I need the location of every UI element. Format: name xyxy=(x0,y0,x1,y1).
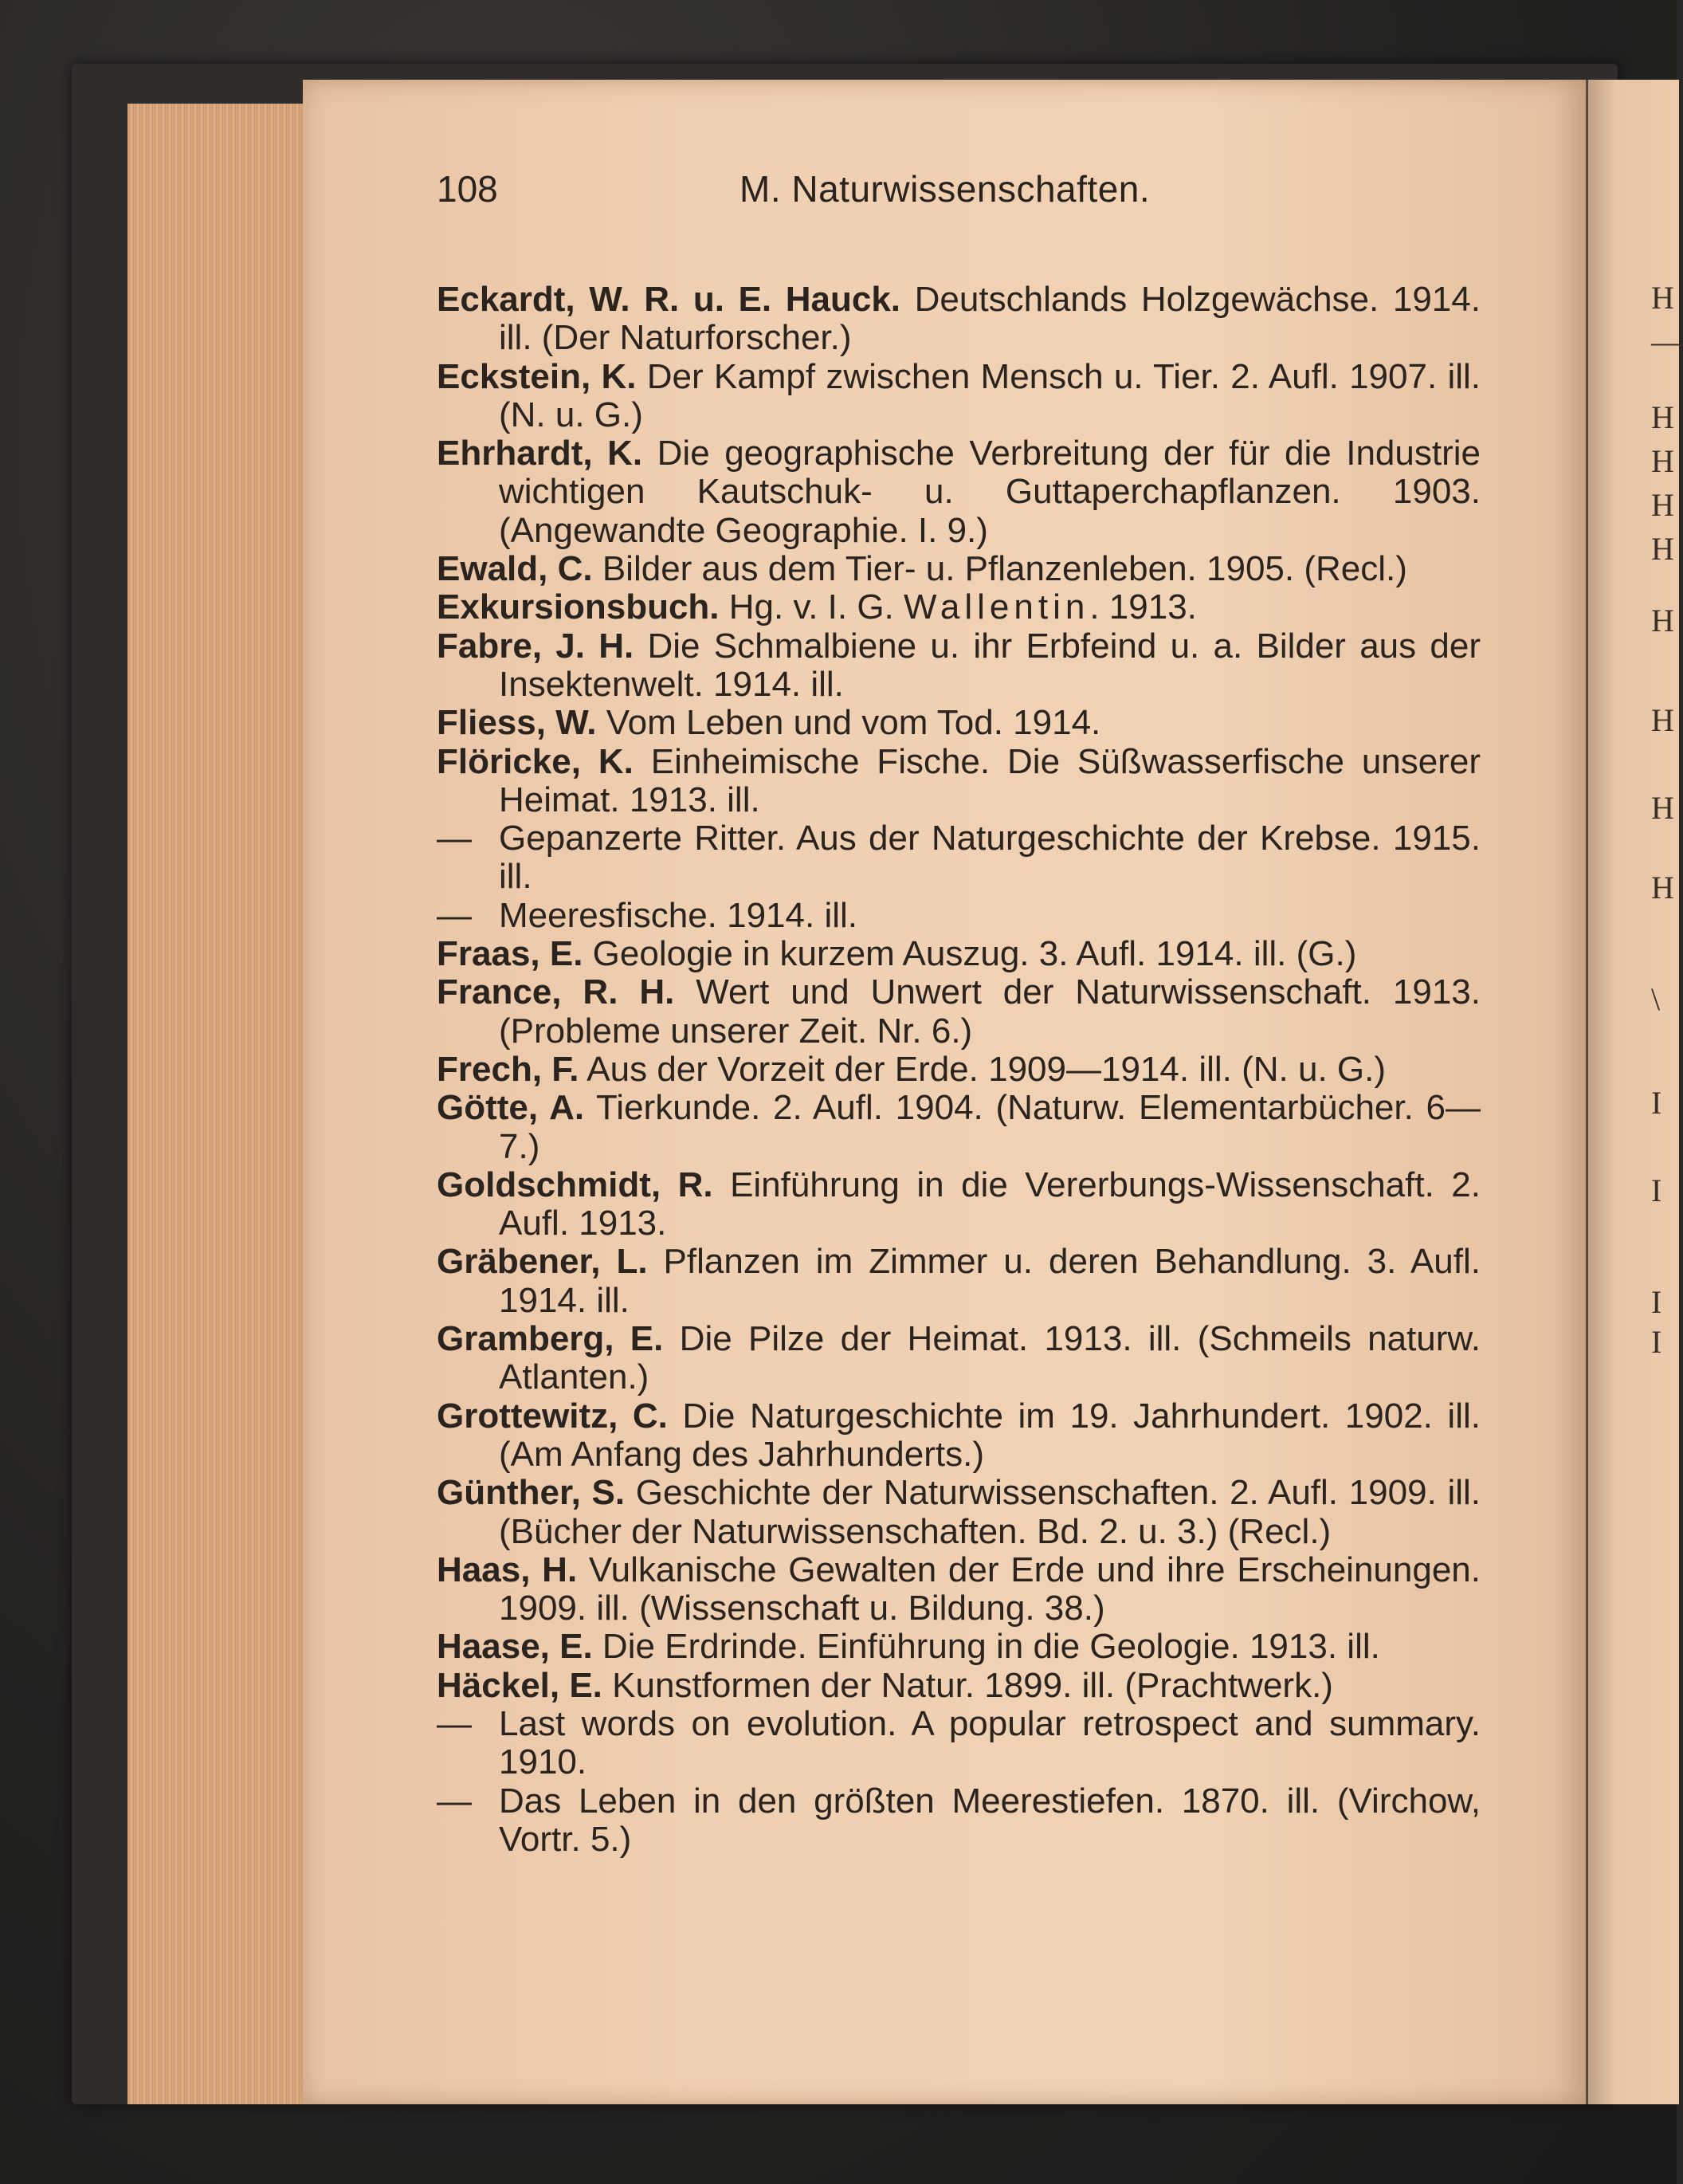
bibliography-entry xyxy=(437,704,1481,742)
entry-text: Vulkanische Gewalten der Erde und ihre Erscheinungen. 1909. ill. (Wissenschaft u. Bildung. 38.) xyxy=(499,1550,1481,1628)
entry-author: Götte, A. xyxy=(437,1088,585,1128)
bibliography-entry xyxy=(437,1397,1481,1475)
bibliography-entry xyxy=(437,281,1481,358)
facing-letter: H xyxy=(1651,531,1674,567)
facing-page-edge xyxy=(1586,80,1679,2104)
bibliography-entry xyxy=(437,935,1481,973)
ditto-dash: — xyxy=(437,819,472,858)
bibliography-entry xyxy=(437,1628,1481,1666)
entry-text: Aus der Vorzeit der Erde. 1909—1914. ill. (N. u. G.) xyxy=(579,1049,1386,1089)
entry-text-tail: . 1913. xyxy=(1089,587,1197,627)
entry-text: Die Erdrinde. Einführung in die Geologie. 1913. ill. xyxy=(592,1627,1380,1667)
facing-letter: H xyxy=(1651,443,1674,479)
facing-letter: I xyxy=(1651,1324,1662,1360)
entry-author: Eckstein, K. xyxy=(437,356,637,396)
ditto-dash: — xyxy=(437,1703,472,1743)
facing-letter: \ xyxy=(1651,981,1661,1017)
entry-text: Wert und Unwert der Naturwissenschaft. 1913. (Probleme unserer Zeit. Nr. 6.) xyxy=(499,972,1481,1051)
entry-author: Exkursionsbuch. xyxy=(437,587,720,627)
entry-text: Pflanzen im Zimmer u. deren Behandlung. 3. Aufl. 1914. ill. xyxy=(499,1242,1481,1320)
entry-text: Die Naturgeschichte im 19. Jahrhundert. 1902. ill. (Am Anfang des Jahrhunderts.) xyxy=(499,1396,1481,1474)
facing-letter: H xyxy=(1651,487,1674,523)
entry-text: Die Schmalbiene u. ihr Erbfeind u. a. Bilder aus der Insektenwelt. 1914. ill. xyxy=(499,626,1481,704)
facing-letter: H xyxy=(1651,870,1674,905)
entry-text: Tierkunde. 2. Aufl. 1904. (Naturw. Elementarbücher. 6—7.) xyxy=(499,1088,1481,1166)
bibliography-entry xyxy=(437,627,1481,705)
bibliography-entry xyxy=(437,434,1481,550)
entry-text: Kunstformen der Natur. 1899. ill. (Prachtwerk.) xyxy=(602,1665,1333,1705)
entry-text: Gepanzerte Ritter. Aus der Naturgeschichte der Krebse. 1915. ill. xyxy=(499,819,1481,897)
ditto-dash: — xyxy=(437,895,472,935)
bibliography-entry xyxy=(437,1667,1481,1705)
facing-letter: — xyxy=(1651,324,1683,359)
entry-author: Haase, E. xyxy=(437,1627,593,1667)
bibliography-entry xyxy=(437,550,1481,588)
entry-text: Vom Leben und vom Tod. 1914. xyxy=(596,703,1101,743)
ditto-dash: — xyxy=(437,1781,472,1821)
bibliography-list xyxy=(437,281,1481,1859)
facing-letter: H xyxy=(1651,790,1674,826)
entry-text: Meeresfische. 1914. ill. xyxy=(499,895,857,935)
page-edges xyxy=(128,104,311,2104)
entry-author: Grottewitz, C. xyxy=(437,1396,668,1436)
entry-text: Einführung in die Vererbungs-Wissenschaft. 2. Aufl. 1913. xyxy=(499,1165,1481,1243)
bibliography-entry xyxy=(437,358,1481,435)
bibliography-entry xyxy=(437,1166,1481,1243)
entry-text: Hg. v. I. G. xyxy=(719,587,904,627)
bibliography-entry xyxy=(437,1782,1481,1860)
entry-text: Das Leben in den größten Meerestiefen. 1870. ill. (Virchow, Vortr. 5.) xyxy=(499,1781,1481,1859)
entry-author: Günther, S. xyxy=(437,1473,626,1513)
bibliography-entry xyxy=(437,819,1481,897)
entry-editor: Wallentin xyxy=(904,587,1090,627)
entry-author: Fabre, J. H. xyxy=(437,626,634,666)
facing-letter: H xyxy=(1651,603,1674,638)
bibliography-entry xyxy=(437,973,1481,1051)
entry-text: Die Pilze der Heimat. 1913. ill. (Schmeils naturw. Atlanten.) xyxy=(499,1319,1481,1397)
entry-author: Gräbener, L. xyxy=(437,1242,648,1282)
entry-text: Geschichte der Naturwissenschaften. 2. Aufl. 1909. ill. (Bücher der Naturwissenschaften. Bd. 2. u. 3.) (Recl.) xyxy=(499,1473,1481,1551)
entry-author: Gramberg, E. xyxy=(437,1319,664,1359)
entry-text: Bilder aus dem Tier- u. Pflanzenleben. 1905. (Recl.) xyxy=(592,549,1407,589)
bibliography-entry xyxy=(437,897,1481,935)
entry-author: Ewald, C. xyxy=(437,549,593,589)
bibliography-entry xyxy=(437,1089,1481,1166)
running-title: M. Naturwissenschaften. xyxy=(740,168,1151,210)
bibliography-entry xyxy=(437,1551,1481,1628)
bibliography-entry xyxy=(437,588,1481,627)
bibliography-entry xyxy=(437,1705,1481,1782)
facing-letter: H xyxy=(1651,399,1674,435)
bibliography-entry xyxy=(437,1243,1481,1320)
entry-author: Flöricke, K. xyxy=(437,741,634,781)
bibliography-entry xyxy=(437,743,1481,820)
bibliography-entry xyxy=(437,1320,1481,1397)
entry-author: Haas, H. xyxy=(437,1550,578,1589)
page-number: 108 xyxy=(437,168,498,210)
facing-letter: H xyxy=(1651,702,1674,738)
bibliography-entry xyxy=(437,1051,1481,1089)
facing-letter: H xyxy=(1651,280,1674,316)
entry-text: Der Kampf zwischen Mensch u. Tier. 2. Aufl. 1907. ill. (N. u. G.) xyxy=(499,356,1481,434)
entry-author: Häckel, E. xyxy=(437,1665,602,1705)
entry-text: Geologie in kurzem Auszug. 3. Aufl. 1914. ill. (G.) xyxy=(583,934,1357,974)
entry-author: Fliess, W. xyxy=(437,703,597,743)
facing-letter: I xyxy=(1651,1173,1662,1208)
entry-text: Deutschlands Holzgewächse. 1914. ill. (Der Naturforscher.) xyxy=(499,280,1481,358)
entry-text: Last words on evolution. A popular retrospect and summary. 1910. xyxy=(499,1703,1481,1782)
entry-text: Einheimische Fische. Die Süßwasserfische unserer Heimat. 1913. ill. xyxy=(499,741,1481,819)
entry-author: Ehrhardt, K. xyxy=(437,434,643,473)
facing-letter: I xyxy=(1651,1085,1662,1121)
entry-author: Eckardt, W. R. u. E. Hauck. xyxy=(437,280,901,319)
entry-author: France, R. H. xyxy=(437,972,675,1012)
entry-author: Fraas, E. xyxy=(437,934,583,974)
entry-author: Goldschmidt, R. xyxy=(437,1165,713,1204)
entry-author: Frech, F. xyxy=(437,1049,579,1089)
facing-letter: I xyxy=(1651,1284,1662,1320)
entry-text: Die geographische Verbreitung der für die Industrie wichtigen Kautschuk- u. Guttaperchapflanzen. 1903. (Angewandte Geographie. I. 9.) xyxy=(499,434,1481,550)
bibliography-entry xyxy=(437,1474,1481,1551)
